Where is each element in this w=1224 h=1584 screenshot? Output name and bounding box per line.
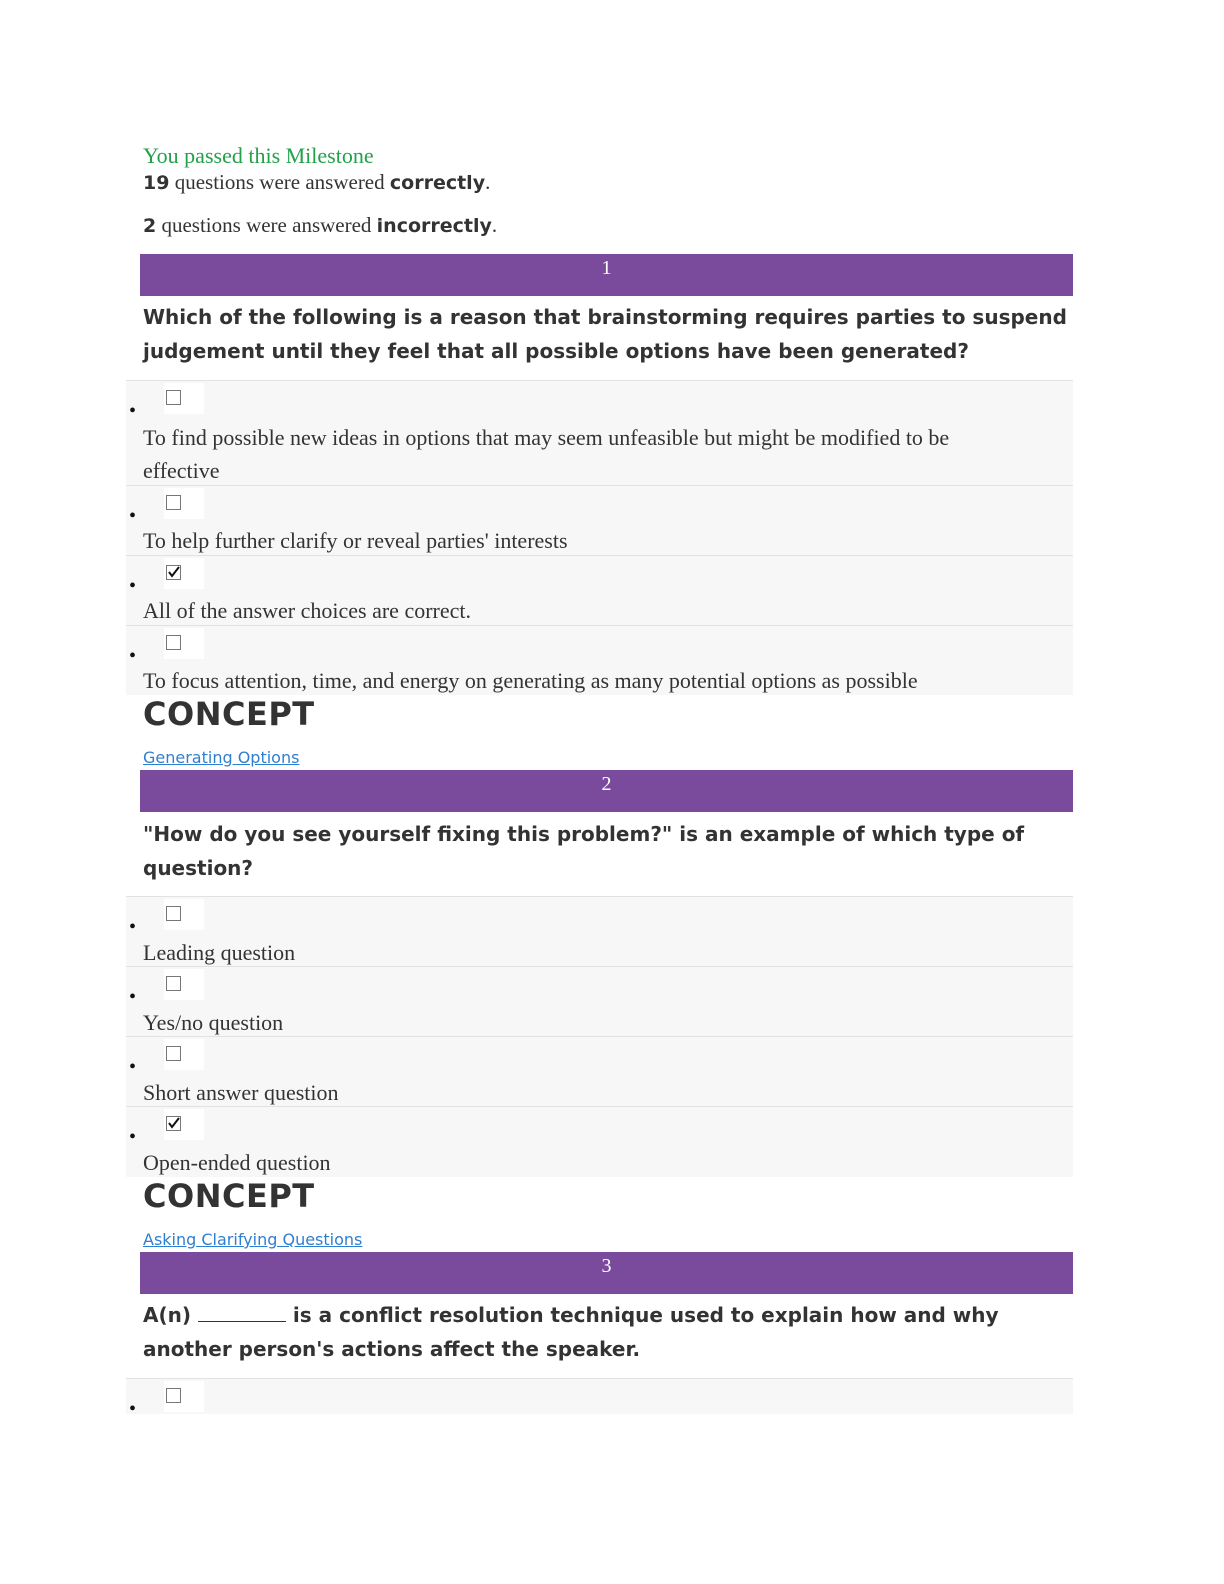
checkbox[interactable]	[164, 488, 204, 519]
option-text: Short answer question	[143, 1080, 339, 1105]
period: .	[485, 170, 491, 194]
correct-word: correctly	[389, 172, 486, 194]
checkbox-box-checked[interactable]	[166, 565, 181, 580]
incorrect-word: incorrectly	[376, 215, 492, 237]
passed-message: You passed this Milestone	[143, 143, 374, 168]
incorrect-count: 2	[143, 215, 157, 237]
option-text: All of the answer choices are correct.	[143, 598, 472, 623]
checkbox[interactable]	[164, 1381, 204, 1412]
incorrect-summary	[143, 213, 497, 238]
answer-option[interactable]	[126, 1378, 1073, 1420]
option-text: To help further clarify or reveal parties' interests	[143, 528, 568, 553]
question-text: Which of the following is a reason that brainstorming requires parties to suspend judgement until they feel that all possible options have been generated?	[143, 305, 1067, 363]
correct-summary-text: questions were answered	[169, 170, 390, 194]
answer-option[interactable]	[126, 485, 1073, 555]
question-text-before: A(n)	[143, 1303, 198, 1327]
checkbox[interactable]	[164, 383, 204, 414]
bullet-icon: •	[129, 916, 137, 938]
concept-heading: CONCEPT	[143, 1177, 315, 1215]
question-number-bar: 1	[140, 254, 1073, 296]
bullet-icon: •	[129, 645, 137, 667]
bullet-icon: •	[129, 575, 137, 597]
bullet-icon: •	[129, 986, 137, 1008]
checkbox-box-checked[interactable]	[166, 1116, 181, 1131]
bullet-icon: •	[129, 1398, 137, 1420]
answer-option[interactable]	[126, 1106, 1073, 1177]
checkbox[interactable]	[164, 628, 204, 659]
checkbox[interactable]	[164, 1109, 204, 1140]
checkbox-box[interactable]	[166, 635, 181, 650]
checkbox[interactable]	[164, 558, 204, 589]
period: .	[491, 213, 498, 237]
checkbox-box[interactable]	[166, 1046, 181, 1061]
correct-summary	[143, 170, 490, 195]
bullet-icon: •	[129, 505, 137, 527]
bullet-icon: •	[129, 1126, 137, 1148]
answer-option[interactable]	[126, 555, 1073, 625]
option-text: To find possible new ideas in options that may seem unfeasible but might be modified to be effective	[143, 425, 950, 483]
concept-link[interactable]: Asking Clarifying Questions	[143, 1230, 363, 1249]
option-text: Leading question	[143, 940, 296, 965]
checkmark-icon	[167, 566, 180, 579]
checkbox-box[interactable]	[166, 1388, 181, 1403]
checkbox-box[interactable]	[166, 390, 181, 405]
bullet-icon: •	[129, 1056, 137, 1078]
option-text: Open-ended question	[143, 1150, 331, 1175]
answer-option[interactable]	[126, 625, 1073, 695]
option-text: Yes/no question	[143, 1010, 284, 1035]
question-number-bar: 2	[140, 770, 1073, 812]
checkbox-box[interactable]	[166, 976, 181, 991]
checkbox[interactable]	[164, 969, 204, 1000]
question-text: "How do you see yourself fixing this problem?" is an example of which type of question?	[143, 822, 1025, 880]
answer-option[interactable]	[126, 896, 1073, 967]
fill-in-blank	[198, 1303, 286, 1322]
bullet-icon: •	[129, 400, 137, 422]
answer-option[interactable]	[126, 1036, 1073, 1107]
checkbox-box[interactable]	[166, 906, 181, 921]
incorrect-summary-text: questions were answered	[156, 213, 377, 237]
question-text	[143, 1298, 1068, 1366]
concept-link[interactable]: Generating Options	[143, 748, 300, 767]
answer-option[interactable]	[126, 966, 1073, 1037]
concept-heading: CONCEPT	[143, 695, 315, 733]
checkbox[interactable]	[164, 899, 204, 930]
answer-option[interactable]	[126, 380, 1073, 485]
checkbox[interactable]	[164, 1039, 204, 1070]
checkbox-box[interactable]	[166, 495, 181, 510]
correct-count: 19	[143, 172, 170, 194]
question-text-after: is a conflict resolution technique used to explain how and why another person's actions affect the speaker.	[143, 1303, 999, 1361]
option-text: To focus attention, time, and energy on generating as many potential options as possible	[143, 668, 918, 693]
question-number-bar: 3	[140, 1252, 1073, 1294]
checkmark-icon	[167, 1117, 180, 1130]
